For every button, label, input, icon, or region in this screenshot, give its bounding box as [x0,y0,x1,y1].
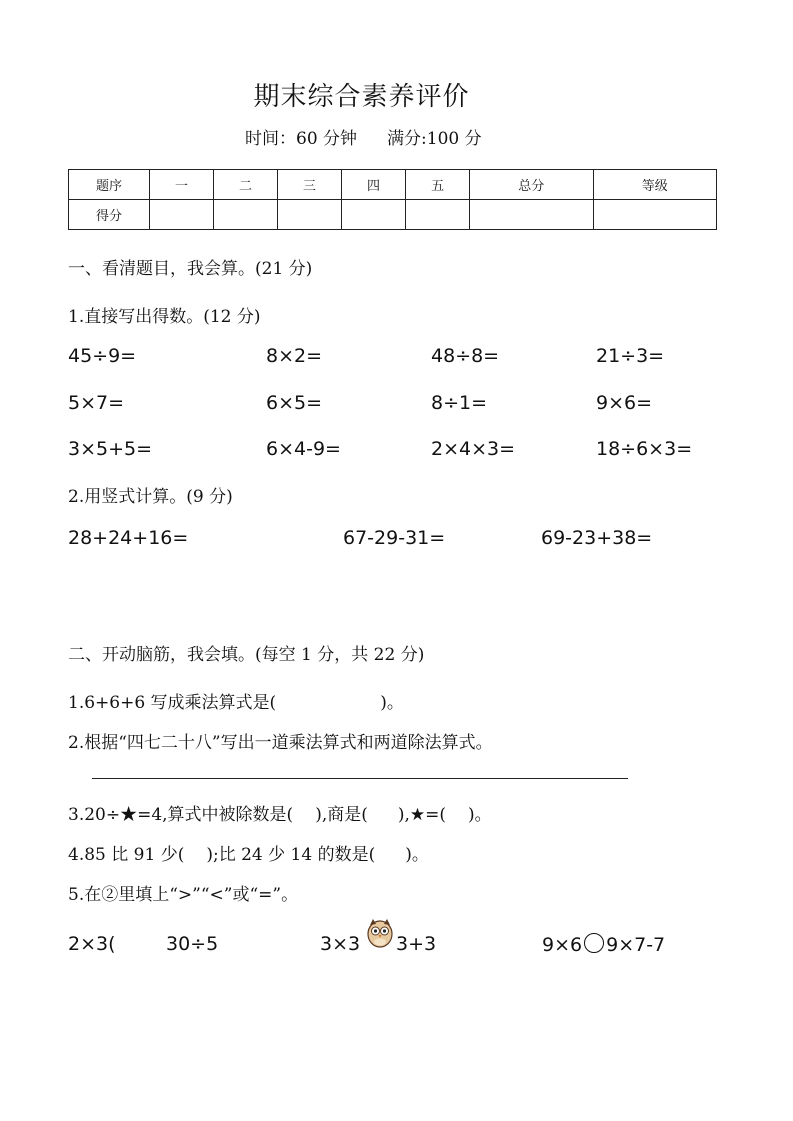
q3-text-d: )。 [468,805,492,825]
header-cell: 三 [278,170,342,200]
compare-1-right: 30÷5 [166,933,219,955]
calc-item: 21÷3= [596,345,665,367]
vertical-calc-item: 67-29-31= [343,527,446,549]
compare-3 [542,933,665,956]
question-2: 2.根据“四七二十八”写出一道乘法算式和两道除法算式。 [68,733,493,753]
score-cell[interactable] [342,200,406,230]
calc-item: 18÷6×3= [596,438,693,460]
q3-text-c: ),★=( [397,805,447,825]
calc-item: 8÷1= [431,392,488,414]
question-5: 5.在②里填上“>”“<”或“=”。 [68,885,299,905]
compare-2-right: 3+3 [396,933,437,955]
score-table-header-row [69,170,717,200]
compare-circle-blank[interactable] [584,933,604,953]
exam-info [245,124,482,149]
score-cell[interactable] [278,200,342,230]
owl-sticker-icon [366,917,394,949]
calc-item: 8×2= [266,345,323,367]
compare-2-left: 3×3 [320,933,361,955]
calc-item: 3×5+5= [68,438,153,460]
q1-suffix: )。 [380,693,404,713]
answer-line[interactable] [92,778,628,779]
header-cell: 一 [150,170,214,200]
header-cell: 题序 [69,170,150,200]
vertical-calc-item: 69-23+38= [541,527,653,549]
score-cell[interactable] [406,200,470,230]
header-cell: 总分 [470,170,593,200]
q3-text-b: ),商是( [315,805,368,825]
question-4 [68,840,429,865]
header-cell: 等级 [593,170,717,200]
section2-heading: 二、开动脑筋，我会填。(每空 1 分，共 22 分) [68,645,425,665]
row-label: 得分 [69,200,150,230]
page-title: 期末综合素养评价 [253,82,470,112]
compare-3-left: 9×6 [542,934,583,956]
full-score: 满分:100 分 [387,129,482,149]
score-cell[interactable] [470,200,593,230]
compare-1-left: 2×3( [68,933,116,955]
header-cell: 四 [342,170,406,200]
header-cell: 五 [406,170,470,200]
calc-item: 2×4×3= [431,438,516,460]
calc-item: 6×5= [266,392,323,414]
compare-3-right: 9×7-7 [606,934,666,956]
score-cell[interactable] [214,200,278,230]
part2-heading: 2.用竖式计算。(9 分) [68,487,233,507]
score-table [68,169,717,230]
calc-item: 6×4-9= [266,438,341,460]
calc-item: 48÷8= [431,345,500,367]
score-table-score-row [69,200,717,230]
header-cell: 二 [214,170,278,200]
time-limit: 时间：60 分钟 [245,129,358,149]
question-1 [68,688,404,713]
section1-heading: 一、看清题目，我会算。(21 分) [68,259,313,279]
calc-item: 5×7= [68,392,125,414]
q4-text-b: );比 24 少 14 的数是( [206,845,376,865]
question-3 [68,800,492,825]
calc-item: 45÷9= [68,345,137,367]
calc-item: 9×6= [596,392,653,414]
vertical-calc-item: 28+24+16= [68,527,189,549]
score-cell[interactable] [150,200,214,230]
q4-text-a: 4.85 比 91 少( [68,845,185,865]
part1-heading: 1.直接写出得数。(12 分) [68,307,261,327]
q4-text-c: )。 [405,845,429,865]
score-cell[interactable] [593,200,717,230]
q3-text-a: 3.20÷★=4,算式中被除数是( [68,805,294,825]
q1-prefix: 1.6+6+6 写成乘法算式是( [68,693,277,713]
